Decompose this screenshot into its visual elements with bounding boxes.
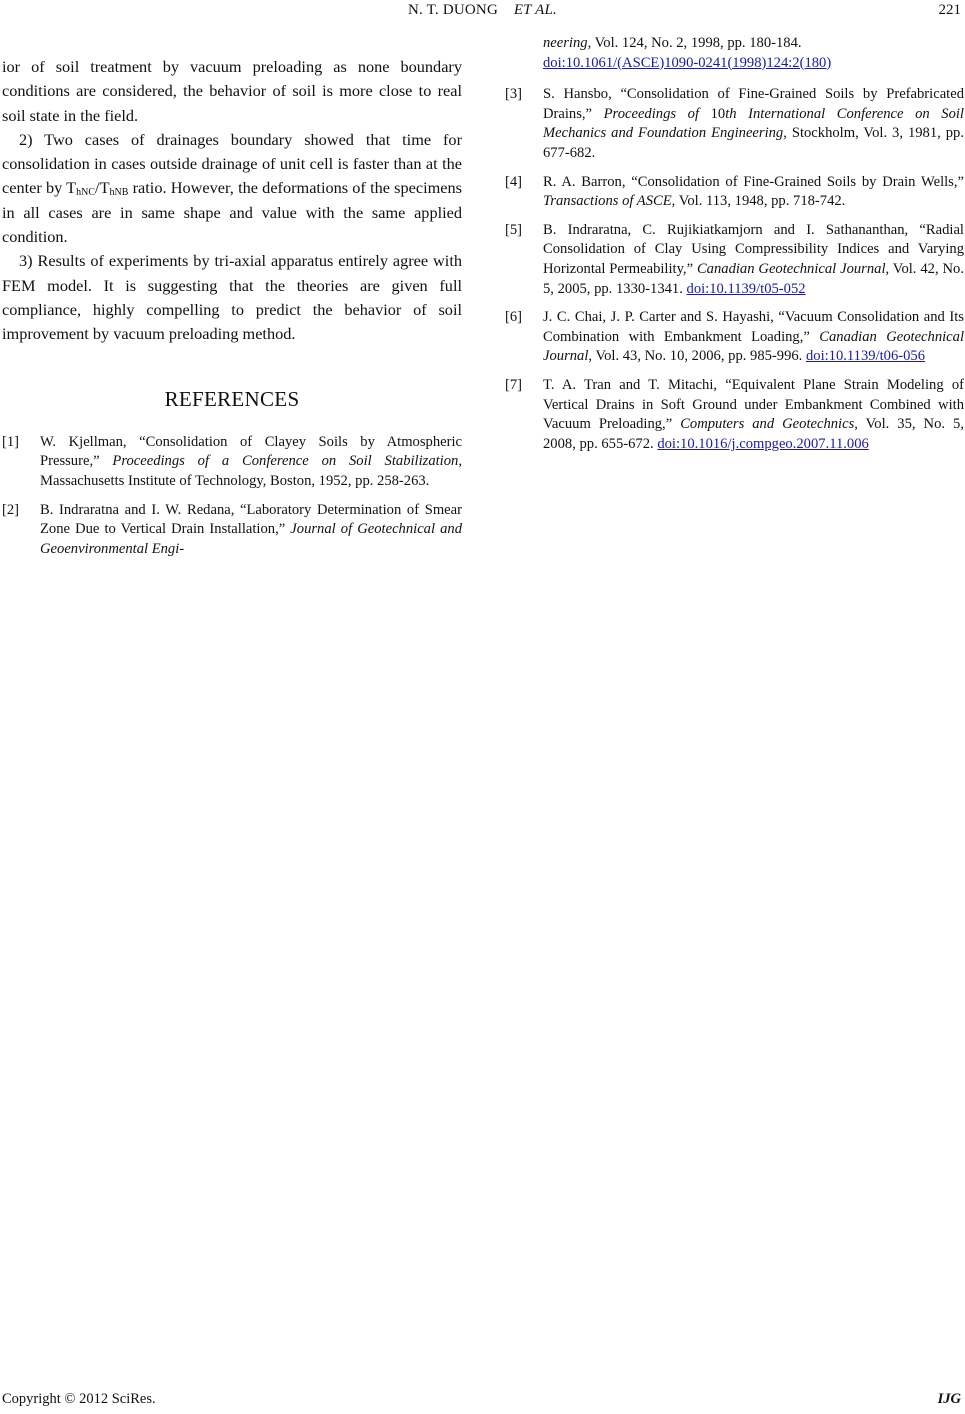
reference-item: [3] S. Hansbo, “Consolidation of Fine-Grained Soils by Prefabricated Drains,” Proceedings of 10th International Conference on Soil Mechanics and Foundation Engineering, Stockholm, Vol. 3, 1981, pp. 677-682.: [505, 86, 964, 161]
conclusion-paragraph-2: 2) Two cases of drainages boundary showed that time for consolidation in cases outside drainage of unit cell is faster than at the center by $T_{hNC}/T_{hNB}$ ratio. However, the deformations of the specimens in all cases are in same shape and value with the same applied condition.: [2, 129, 462, 247]
references-heading: REFERENCES: [164, 386, 300, 411]
doi-link[interactable]: doi:10.1139/t05-052: [686, 280, 806, 297]
left-column: [2, 55, 462, 568]
doi-link[interactable]: doi:10.1061/(ASCE)1090-0241(1998)124:2(180): [543, 54, 832, 71]
right-column: [505, 34, 964, 463]
reference-item: [2] B. Indraratna and I. W. Redana, “Laboratory Determination of Smear Zone Due to Vertical Drain Installation,” Journal of Geotechnical and Geoenvironmental Engi-: [2, 501, 462, 557]
running-head-etal: ET AL.: [513, 2, 557, 18]
reference-item: [7] T. A. Tran and T. Mitachi, “Equivalent Plane Strain Modeling of Vertical Drains in Soft Ground under Embankment Combined with Vacuum Preloading,” Computers and Geotechnics, Vol. 35, No. 5, 2008, pp. 655-672. doi:10.1016/j.compgeo.2007.11.006: [505, 376, 964, 452]
running-head-author: N. T. DUONG: [408, 2, 498, 18]
page-header: [0, 0, 965, 24]
copyright-notice: Copyright © 2012 SciRes.: [2, 1391, 156, 1407]
reference-continuation: neering, Vol. 124, No. 2, 1998, pp. 180-184. doi:10.1061/(ASCE)1090-0241(1998)124:2(180): [543, 35, 832, 71]
conclusion-paragraph-1: ior of soil treatment by vacuum preloading as none boundary conditions are considered, the behavior of soil is more close to real soil state in the field.: [2, 57, 462, 125]
page-number: 221: [938, 2, 961, 18]
reference-item: [1] W. Kjellman, “Consolidation of Clayey Soils by Atmospheric Pressure,” Proceedings of a Conference on Soil Stabilization, Massachusetts Institute of Technology, Boston, 1952, pp. 258-263.: [2, 433, 462, 490]
running-head: [0, 2, 965, 19]
doi-link[interactable]: doi:10.1139/t06-056: [805, 348, 926, 365]
journal-abbreviation: IJG: [937, 1391, 961, 1407]
reference-item: [4] R. A. Barron, “Consolidation of Fine-Grained Soils by Drain Wells,” Transactions of ASCE, Vol. 113, 1948, pp. 718-742.: [505, 173, 964, 210]
conclusion-paragraph-3: 3) Results of experiments by tri-axial apparatus entirely agree with FEM model. It is suggesting that the theories are given full compliance, highly compelling to predict the behavior of soil improvement by vacuum preloading method.: [2, 251, 462, 344]
doi-link[interactable]: doi:10.1016/j.compgeo.2007.11.006: [657, 435, 869, 452]
reference-item: [5] B. Indraratna, C. Rujikiatkamjorn and I. Sathananthan, “Radial Consolidation of Clay Using Compressibility Indices and Varying Horizontal Permeability,” Canadian Geotechnical Journal, Vol. 42, No. 5, 2005, pp. 1330-1341. doi:10.1139/t05-052: [505, 221, 964, 297]
reference-item: [6] J. C. Chai, J. P. Carter and S. Hayashi, “Vacuum Consolidation and Its Combination with Embankment Loading,” Canadian Geotechnical Journal, Vol. 43, No. 10, 2006, pp. 985-996. doi:10.1139/t06-056: [505, 309, 964, 365]
